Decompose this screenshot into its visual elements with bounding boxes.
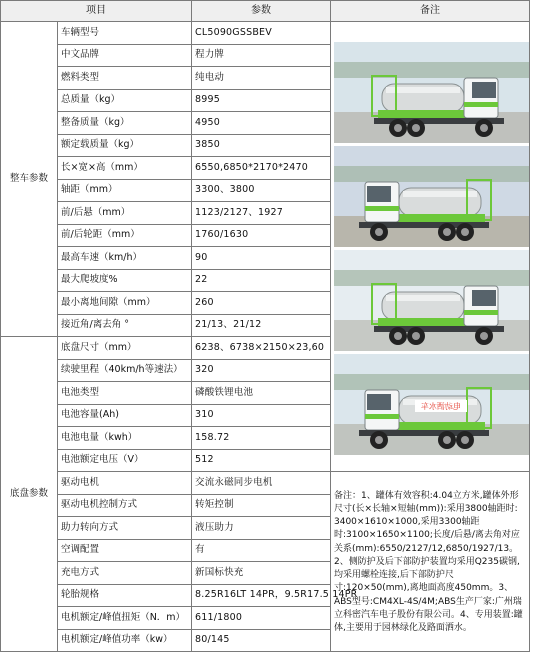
- spec-label: 长×宽×高（mm）: [58, 157, 192, 180]
- spec-label: 空调配置: [58, 539, 192, 562]
- spec-value: 1760/1630: [192, 224, 331, 247]
- spec-value: 4950: [192, 112, 331, 135]
- spec-label: 额定载质量（kg）: [58, 134, 192, 157]
- spec-value: 8995: [192, 89, 331, 112]
- truck-photo-icon: [334, 354, 529, 455]
- header-notes: 备注: [331, 1, 530, 22]
- spec-value: 1123/2127、1927: [192, 202, 331, 225]
- spec-label: 前/后悬（mm）: [58, 202, 192, 225]
- svg-text:电动洒水车: 电动洒水车: [421, 401, 461, 411]
- spec-label: 最高车速（km/h）: [58, 247, 192, 270]
- spec-label: 充电方式: [58, 562, 192, 585]
- spec-value: 转矩控制: [192, 494, 331, 517]
- spec-label: 轴距（mm）: [58, 179, 192, 202]
- spec-value: 320: [192, 359, 331, 382]
- spec-value: 8.25R16LT 14PR，9.5R17.5 14PR: [192, 584, 331, 607]
- spec-label: 电机额定/峰值功率（kw）: [58, 629, 192, 652]
- spec-label: 最大爬坡度%: [58, 269, 192, 292]
- header-item: 项目: [1, 1, 192, 22]
- spec-label: 驱动电机控制方式: [58, 494, 192, 517]
- spec-value: 260: [192, 292, 331, 315]
- spec-value: 6550,6850*2170*2470: [192, 157, 331, 180]
- truck-photo-icon: [334, 250, 529, 351]
- spec-label: 最小离地间隙（mm）: [58, 292, 192, 315]
- table-row: [1, 22, 530, 45]
- section-vehicle: 整车参数: [1, 22, 58, 337]
- spec-value: 90: [192, 247, 331, 270]
- spec-label: 电池类型: [58, 382, 192, 405]
- spec-label: 车辆型号: [58, 22, 192, 45]
- truck-photo-icon: [334, 146, 529, 247]
- photo-column: [331, 22, 530, 472]
- truck-photo-icon: [334, 42, 529, 143]
- spec-label: 电机额定/峰值扭矩（N．m）: [58, 607, 192, 630]
- spec-label: 助力转向方式: [58, 517, 192, 540]
- spec-label: 前/后轮距（mm）: [58, 224, 192, 247]
- spec-value: 611/1800: [192, 607, 331, 630]
- header-row: [1, 1, 530, 22]
- spec-label: 底盘尺寸（mm）: [58, 337, 192, 360]
- header-params: 参数: [192, 1, 331, 22]
- spec-value: 磷酸铁锂电池: [192, 382, 331, 405]
- table-row: [1, 472, 530, 495]
- notes-text: 备注：1、罐体有效容积:4.04立方米,罐体外形尺寸(长×长轴×短轴(mm)):采用3800轴距时: 3400×1610×1000,采用3300轴距时:3100×1650×1100;长度/后悬/离去角对应关系(mm):6550/2127/12,6850/1927/13。2、侧防护及后下部防护装置均采用Q235碳钢,均采用螺栓连接,后下部防护尺寸:120×50(mm),离地面高度450mm。3、ABS型号:CM4XL-4S/4M;ABS生产厂家:广州瑞立科密汽车电子股份有限公司。4、专用装置:罐体,主要用于园林绿化及路面洒水。: [331, 472, 530, 652]
- spec-label: 整备质量（kg）: [58, 112, 192, 135]
- spec-label: 驱动电机: [58, 472, 192, 495]
- spec-value: 程力牌: [192, 44, 331, 67]
- spec-label: 中文品牌: [58, 44, 192, 67]
- spec-value: 3850: [192, 134, 331, 157]
- spec-label: 电池电量（kwh）: [58, 427, 192, 450]
- spec-label: 燃料类型: [58, 67, 192, 90]
- spec-label: 续驶里程（40km/h等速法）: [58, 359, 192, 382]
- spec-value: CL5090GSSBEV: [192, 22, 331, 45]
- spec-label: 电池额定电压（V）: [58, 449, 192, 472]
- spec-value: 纯电动: [192, 67, 331, 90]
- spec-label: 轮胎规格: [58, 584, 192, 607]
- spec-value: 3300、3800: [192, 179, 331, 202]
- spec-value: 新国标快充: [192, 562, 331, 585]
- spec-value: 158.72: [192, 427, 331, 450]
- spec-value: 6238、6738×2150×23,60: [192, 337, 331, 360]
- section-chassis: 底盘参数: [1, 337, 58, 652]
- spec-value: 310: [192, 404, 331, 427]
- spec-label: 总质量（kg）: [58, 89, 192, 112]
- spec-value: 液压助力: [192, 517, 331, 540]
- spec-value: 22: [192, 269, 331, 292]
- spec-label: 电池容量(Ah): [58, 404, 192, 427]
- spec-label: 接近角/离去角 °: [58, 314, 192, 337]
- spec-value: 21/13、21/12: [192, 314, 331, 337]
- spec-value: 80/145: [192, 629, 331, 652]
- spec-value: 交流永磁同步电机: [192, 472, 331, 495]
- spec-value: 512: [192, 449, 331, 472]
- spec-value: 有: [192, 539, 331, 562]
